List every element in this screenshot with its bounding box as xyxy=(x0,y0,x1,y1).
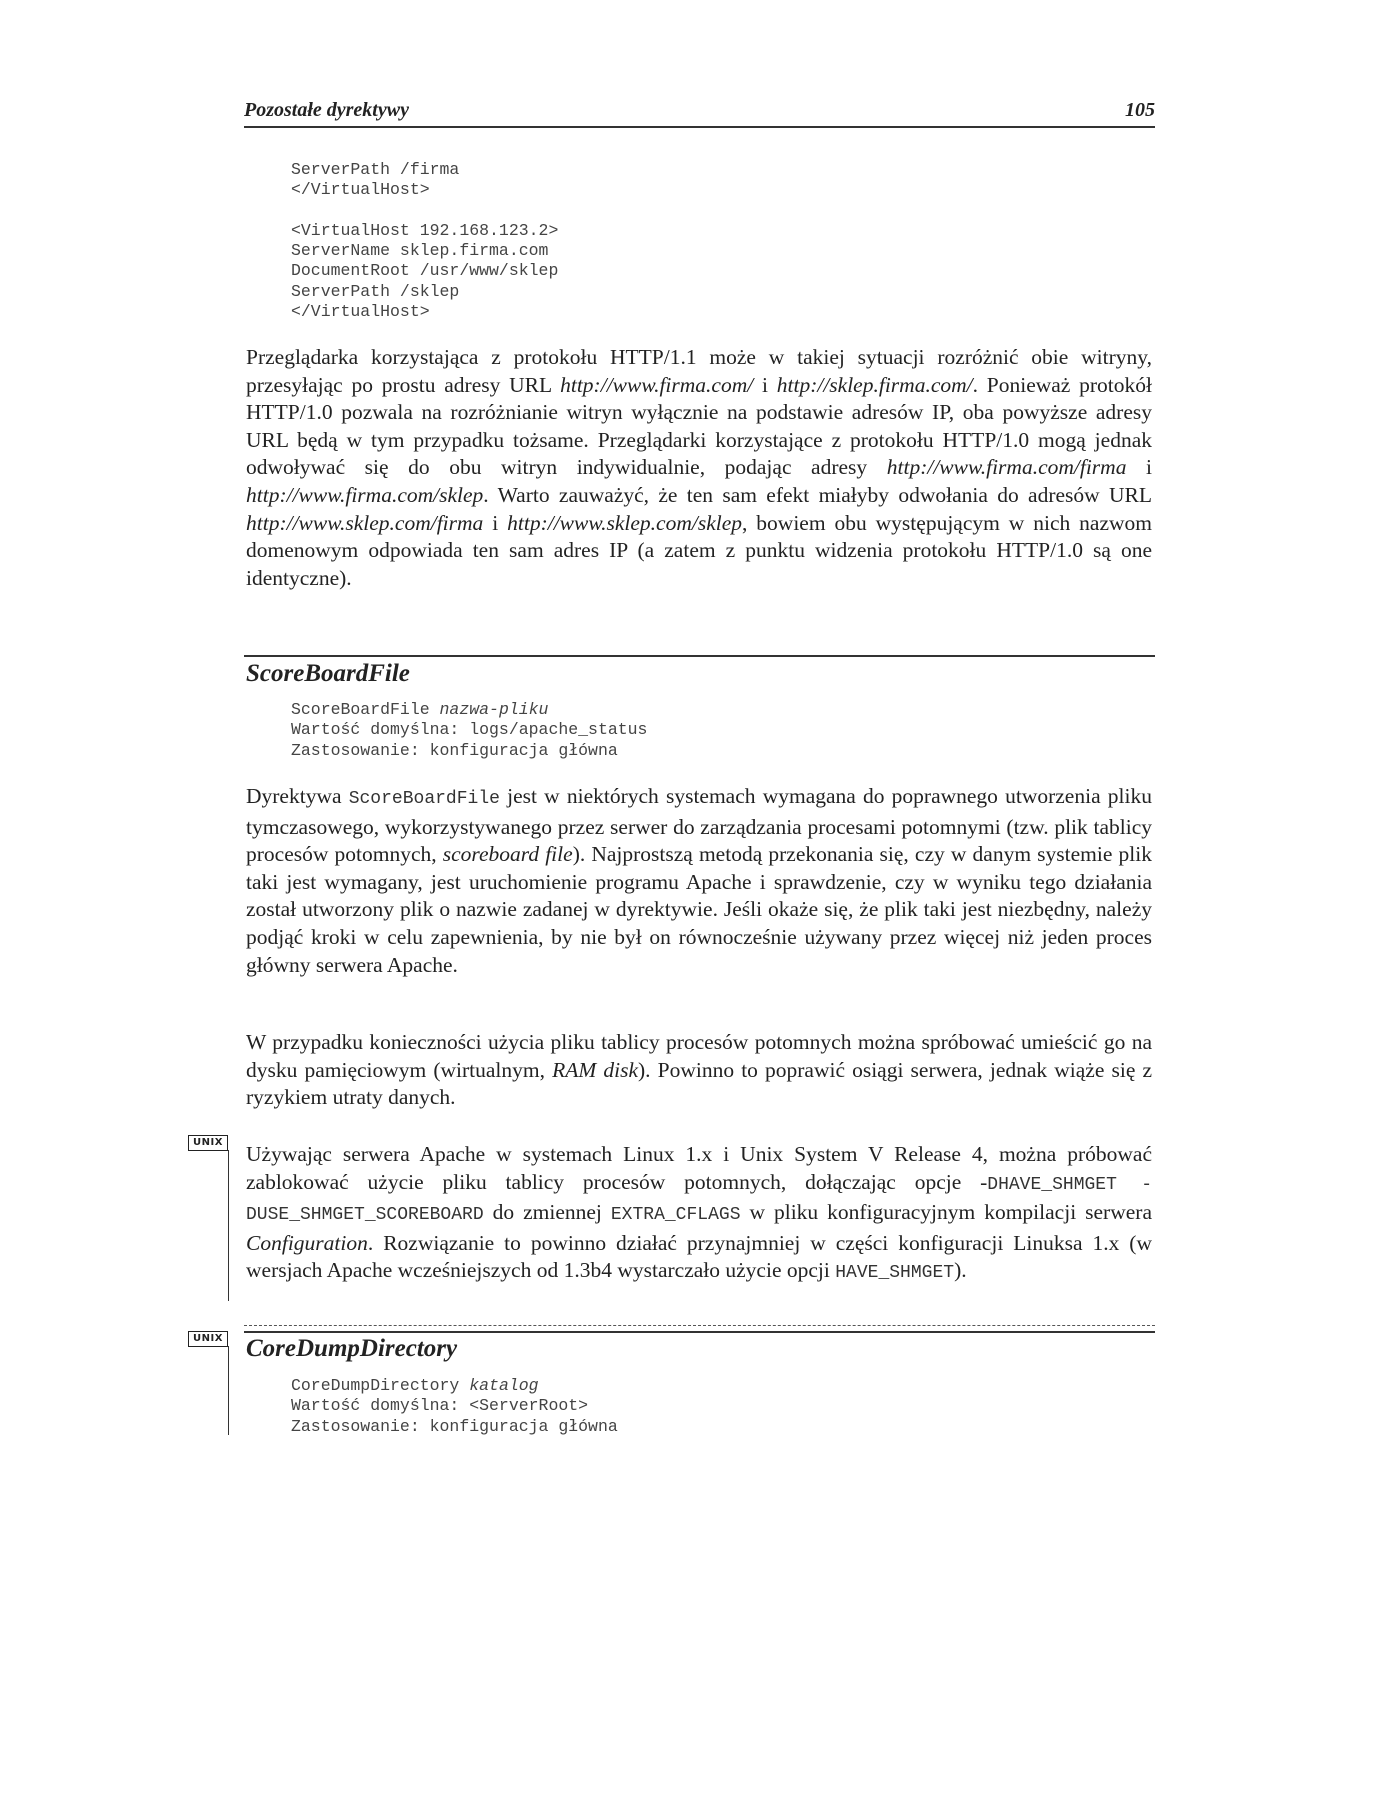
inline-code: DHAVE_SHMGET -DUSE_SHMGET_SCOREBOARD xyxy=(246,1174,1152,1226)
unix-badge: UNIX xyxy=(188,1331,228,1347)
running-header xyxy=(244,96,1155,128)
page-number: 105 xyxy=(1125,99,1155,121)
section-divider xyxy=(244,655,1155,657)
inline-code: EXTRA_CFLAGS xyxy=(610,1205,741,1226)
section-title-coredumpdirectory: CoreDumpDirectory xyxy=(246,1335,458,1362)
url-text: http://www.firma.com/ xyxy=(560,372,754,397)
paragraph-scoreboard-description: Dyrektywa ScoreBoardFile jest w niektórych systemach wymagana do poprawnego utworzenia pliku tymczasowego, wykorzystywanego przez serwer do zarządzania procesami potomnymi (tzw. plik tablicy procesów potomnych, scoreboard file). Najprostszą metodą przekonania się, czy w danym systemie plik taki jest wymagany, jest uruchomienie programu Apache i sprawdzenie, czy w wyniku tego działania został utworzony plik o nazwie zadanej w dyrektywie. Jeśli okaże się, że plik taki jest niezbędny, należy podjąć kroki w celu zapewnienia, by nie był on równocześnie używany przez więcej niż jeden proces główny serwera Apache. xyxy=(246,784,1152,977)
section-divider xyxy=(244,1325,1155,1326)
url-text: http://sklep.firma.com/ xyxy=(776,372,973,397)
inline-code: ScoreBoardFile xyxy=(348,789,500,809)
code-line: </VirtualHost> xyxy=(291,180,430,200)
paragraph-unix-note: Używając serwera Apache w systemach Linux 1.x i Unix System V Release 4, można próbować zablokować użycie pliku tablicy procesów potomnych, dołączając opcje -DHAVE_SHMGET -DUSE_SHMGET_SCOREBOARD do zmiennej EXTRA_CFLAGS w pliku konfiguracyjnym kompilacji serwera Configuration. Rozwiązanie to powinno działać przynajmniej w części konfiguracji Linuksa 1.x (w wersjach Apache wcześniejszych od 1.3b4 wystarczało użycie opcji HAVE_SHMGET). xyxy=(246,1142,1152,1284)
directive-syntax-coredumpdirectory: CoreDumpDirectory katalog Wartość domyślna: <ServerRoot> Zastosowanie: konfiguracja główna xyxy=(291,1376,618,1436)
inline-code: HAVE_SHMGET xyxy=(835,1263,955,1284)
margin-rule xyxy=(228,1150,229,1301)
directive-default: Wartość domyślna: logs/apache_status xyxy=(291,720,648,740)
margin-rule xyxy=(228,1346,229,1435)
code-line: <VirtualHost 192.168.123.2> xyxy=(291,220,559,240)
url-text: http://www.sklep.com/firma xyxy=(246,510,484,535)
directive-context: Zastosowanie: konfiguracja główna xyxy=(291,740,618,760)
paragraph-http-virtualhosts: Przeglądarka korzystająca z protokołu HTTP/1.1 może w takiej sytuacji rozróżnić obie witryny, przesyłając po prostu adresy URL http://www.firma.com/ i http://sklep.firma.com/. Ponieważ protokół HTTP/1.0 pozwala na rozróżnianie witryn wyłącznie na podstawie adresów IP, oba powyższe adresy URL będą w tym przypadku tożsame. Przeglądarki korzystające z protokołu HTTP/1.0 mogą jednak odwoływać się do obu witryn indywidualnie, podając adresy http://www.firma.com/firma i http://www.firma.com/sklep. Warto zauważyć, że ten sam efekt miałyby odwołania do adresów URL http://www.sklep.com/firma i http://www.sklep.com/sklep, bowiem obu występującym w nich nazwom domenowym odpowiada ten sam adres IP (a zatem z punktu widzenia protokołu HTTP/1.0 są one identyczne). xyxy=(246,345,1152,590)
directive-default: Wartość domyślna: <ServerRoot> xyxy=(291,1396,589,1416)
directive-syntax-scoreboardfile: ScoreBoardFile nazwa-pliku Wartość domyślna: logs/apache_status Zastosowanie: konfiguracja główna xyxy=(291,700,648,760)
url-text: http://www.firma.com/sklep xyxy=(246,482,484,507)
url-text: http://www.sklep.com/sklep xyxy=(507,510,742,535)
code-line: ServerName sklep.firma.com xyxy=(291,241,549,261)
directive-context: Zastosowanie: konfiguracja główna xyxy=(291,1416,618,1436)
section-title-scoreboardfile: ScoreBoardFile xyxy=(246,660,410,687)
code-block-virtualhost xyxy=(291,160,558,322)
section-divider xyxy=(244,1331,1155,1333)
code-line: </VirtualHost> xyxy=(291,302,430,322)
paragraph-ram-disk: W przypadku konieczności użycia pliku tablicy procesów potomnych można spróbować umieścić go na dysku pamięciowym (wirtualnym, RAM disk). Powinno to poprawić osiągi serwera, jednak wiąże się z ryzykiem utraty danych. xyxy=(246,1030,1152,1110)
url-text: http://www.firma.com/firma xyxy=(886,455,1127,480)
code-line: DocumentRoot /usr/www/sklep xyxy=(291,261,559,281)
unix-badge: UNIX xyxy=(188,1135,228,1151)
code-line: ServerPath /sklep xyxy=(291,281,460,301)
code-line: ServerPath /firma xyxy=(291,160,460,179)
running-header-title: Pozostałe dyrektywy xyxy=(244,99,409,121)
